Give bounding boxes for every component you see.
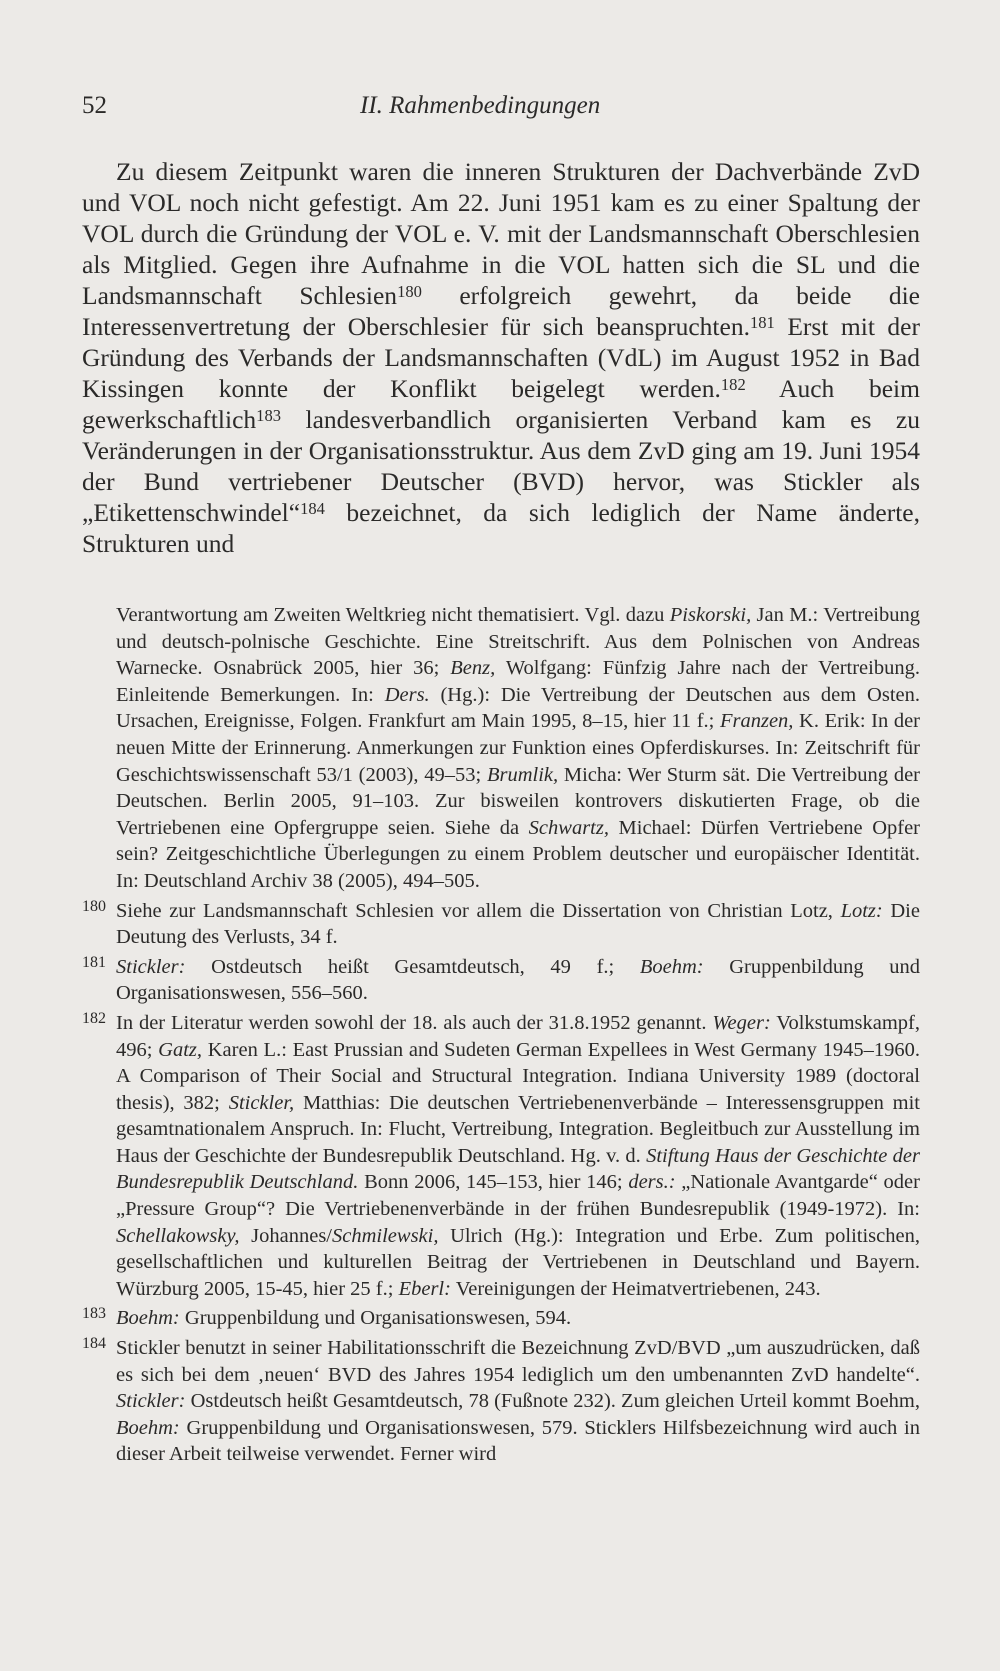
text-run: Die Deutung des Verlusts, 34 f.	[116, 899, 920, 949]
text-run: Johannes/	[239, 1224, 332, 1247]
footnote-number: 181	[82, 953, 106, 971]
text-run: Zu diesem Zeitpunkt waren die inneren Strukturen der Dachverbände ZvD und VOL noch nicht gefestigt. Am 22. Juni 1951 kam es zu einer Spaltung der VOL durch die Gründung der VOL e. V. mit der Landsmannschaft Oberschlesien als Mitglied. Gegen ihre Aufnahme in die VOL hatten sich die SL und die Landsmannschaft Schlesien	[82, 157, 920, 310]
footnote-ref-184[interactable]: 184	[300, 498, 325, 518]
author-name: Stickler,	[228, 1091, 295, 1114]
author-name: Ders.	[384, 683, 430, 706]
text-run: K. Erik: In der neuen Mitte der Erinnerung. Anmerkungen zur Funktion eines Opferdiskurses. In: Zeitschrift für Geschichtswissenschaft 53/1 (2003), 49–53;	[116, 710, 921, 786]
author-name: Piskorski,	[669, 604, 752, 626]
footnote-number: 183	[82, 1305, 106, 1323]
author-name: Schwartz,	[528, 816, 609, 839]
text-run: Gruppenbildung und Organisationswesen, 594.	[179, 1307, 572, 1330]
text-run: Micha: Wer Sturm sät. Die Vertreibung der Deutschen. Berlin 2005, 91–103. Zur bisweilen kontrovers diskutierten Frage, ob die Vertriebenen eine Opfergruppe seien. Siehe da	[116, 763, 920, 839]
text-run: Matthias: Die deutschen Vertriebenenverbände – Interessensgruppen mit gesamtnationalem Anspruch. In: Flucht, Vertreibung, Integration. Begleitbuch zur Ausstellung im Haus der Geschichte der Bundesrepublik Deutschland. Hg. v. d.	[116, 1091, 921, 1167]
main-text	[82, 156, 920, 559]
footnote-184	[82, 1335, 920, 1468]
text-run: Erst mit der Gründung des Verbands der Landsmannschaften (VdL) im August 1952 in Bad Kissingen konnte der Konflikt beigelegt werden.	[82, 312, 920, 403]
footnote-number: 180	[82, 897, 106, 915]
footnote-180	[82, 897, 920, 951]
footnote-ref-181[interactable]: 181	[749, 312, 775, 332]
author-name: Eberl:	[398, 1277, 451, 1300]
running-title: II. Rahmenbedingungen	[360, 92, 601, 119]
page-number: 52	[82, 92, 107, 119]
footnote-ref-180[interactable]: 180	[397, 281, 422, 301]
author-name: Gatz,	[158, 1038, 203, 1061]
footnote-continued	[116, 602, 920, 895]
text-run: Vereinigungen der Heimatvertriebenen, 243.	[450, 1277, 821, 1300]
body-paragraph	[82, 156, 920, 559]
text-run: Ostdeutsch heißt Gesamtdeutsch, 78 (Fußnote 232). Zum gleichen Urteil kommt Boehm,	[185, 1390, 920, 1413]
text-run: Auch beim gewerkschaftlich	[82, 374, 920, 434]
text-run: Jan M.: Vertreibung und deutsch-polnische Geschichte. Eine Streitschrift. Aus dem Polnischen von Andreas Warnecke. Osnabrück 2005, hier 36;	[116, 604, 920, 680]
text-run: Karen L.: East Prussian and Sudeten German Expellees in West Germany 1945–1960. A Comparison of Their Social and Structural Integration. Indiana University 1989 (doctoral thesis), 382;	[116, 1038, 920, 1114]
text-run: „Nationale Avantgarde“ oder „Pressure Group“? Die Vertriebenenverbände in der frühen Bundesrepublik (1949-1972). In:	[116, 1171, 920, 1221]
author-name: Brumlik,	[486, 763, 559, 786]
author-name: Boehm:	[116, 1307, 180, 1330]
text-run: Stickler benutzt in seiner Habilitationsschrift die Bezeichnung ZvD/BVD „um auszudrücken, daß es sich bei dem ‚neuen‘ BVD des Jahres 1954 lediglich um den umbenannten ZvD handelte“.	[116, 1337, 920, 1386]
text-run: Siehe zur Landsmannschaft Schlesien vor allem die Dissertation von Christian Lotz,	[116, 899, 841, 922]
author-name: ders.:	[628, 1171, 676, 1194]
footnotes-section	[82, 602, 920, 1471]
text-run: Bonn 2006, 145–153, hier 146;	[358, 1171, 629, 1194]
text-run: Verantwortung am Zweiten Weltkrieg nicht thematisiert. Vgl. dazu	[116, 604, 670, 626]
footnote-number: 184	[82, 1335, 106, 1353]
page-header	[82, 92, 922, 132]
author-name: Stickler:	[116, 955, 186, 978]
text-run: erfolgreich gewehrt, da beide die Interessenvertretung der Oberschlesier für sich beanspruchten.	[82, 281, 921, 341]
footnote-ref-183[interactable]: 183	[256, 405, 282, 425]
footnote-183	[82, 1305, 920, 1332]
text-run: Volkstumskampf, 496;	[116, 1011, 920, 1061]
text-run: Michael: Dürfen Vertriebene Opfer sein? Zeitgeschichtliche Überlegungen zu einem Problem deutscher und europäischer Identität. In: Deutschland Archiv 38 (2005), 494–505.	[116, 816, 921, 892]
footnote-181	[82, 953, 920, 1007]
author-name: Benz,	[450, 657, 496, 680]
author-name: Stickler:	[116, 1390, 186, 1413]
text-run: bezeichnet, da sich lediglich der Name änderte, Strukturen und	[82, 498, 920, 558]
author-name: Schmilewski,	[332, 1224, 439, 1247]
author-name: Weger:	[712, 1011, 771, 1034]
text-run: (Hg.): Die Vertreibung der Deutschen aus dem Osten. Ursachen, Ereignisse, Folgen. Frankfurt am Main 1995, 8–15, hier 11 f.;	[116, 683, 920, 733]
author-name: Lotz:	[840, 899, 883, 922]
footnote-number: 182	[82, 1009, 106, 1027]
author-name: Franzen,	[719, 710, 794, 733]
institution-name: Stiftung Haus der Geschichte der Bundesrepublik Deutschland.	[116, 1144, 921, 1194]
author-name: Schellakowsky,	[116, 1224, 240, 1247]
text-run: landesverbandlich organisierten Verband kam es zu Veränderungen in der Organisationsstruktur. Aus dem ZvD ging am 19. Juni 1954 der Bund vertriebener Deutscher (BVD) hervor, was Stickler als „Etikettenschwindel“	[82, 405, 920, 527]
text-run: Ostdeutsch heißt Gesamtdeutsch, 49 f.;	[185, 955, 640, 978]
author-name: Boehm:	[116, 1416, 180, 1439]
text-run: Ulrich (Hg.): Integration und Erbe. Zum politischen, gesellschaftlichen und kulturellen Beitrag der Vertriebenen in Deutschland und Bayern. Würzburg 2005, 15-45, hier 25 f.;	[116, 1224, 920, 1300]
text-run: Gruppenbildung und Organisationswesen, 556–560.	[116, 955, 920, 1005]
footnote-182	[82, 1009, 921, 1303]
text-run: Gruppenbildung und Organisationswesen, 579. Sticklers Hilfsbezeichnung wird auch in dieser Arbeit teilweise verwendet. Ferner wird	[116, 1416, 920, 1466]
footnote-ref-182[interactable]: 182	[720, 374, 746, 394]
text-run: Wolfgang: Fünfzig Jahre nach der Vertreibung. Einleitende Bemerkungen. In:	[116, 657, 920, 706]
text-run: In der Literatur werden sowohl der 18. als auch der 31.8.1952 genannt.	[116, 1011, 713, 1034]
author-name: Boehm:	[639, 955, 704, 978]
